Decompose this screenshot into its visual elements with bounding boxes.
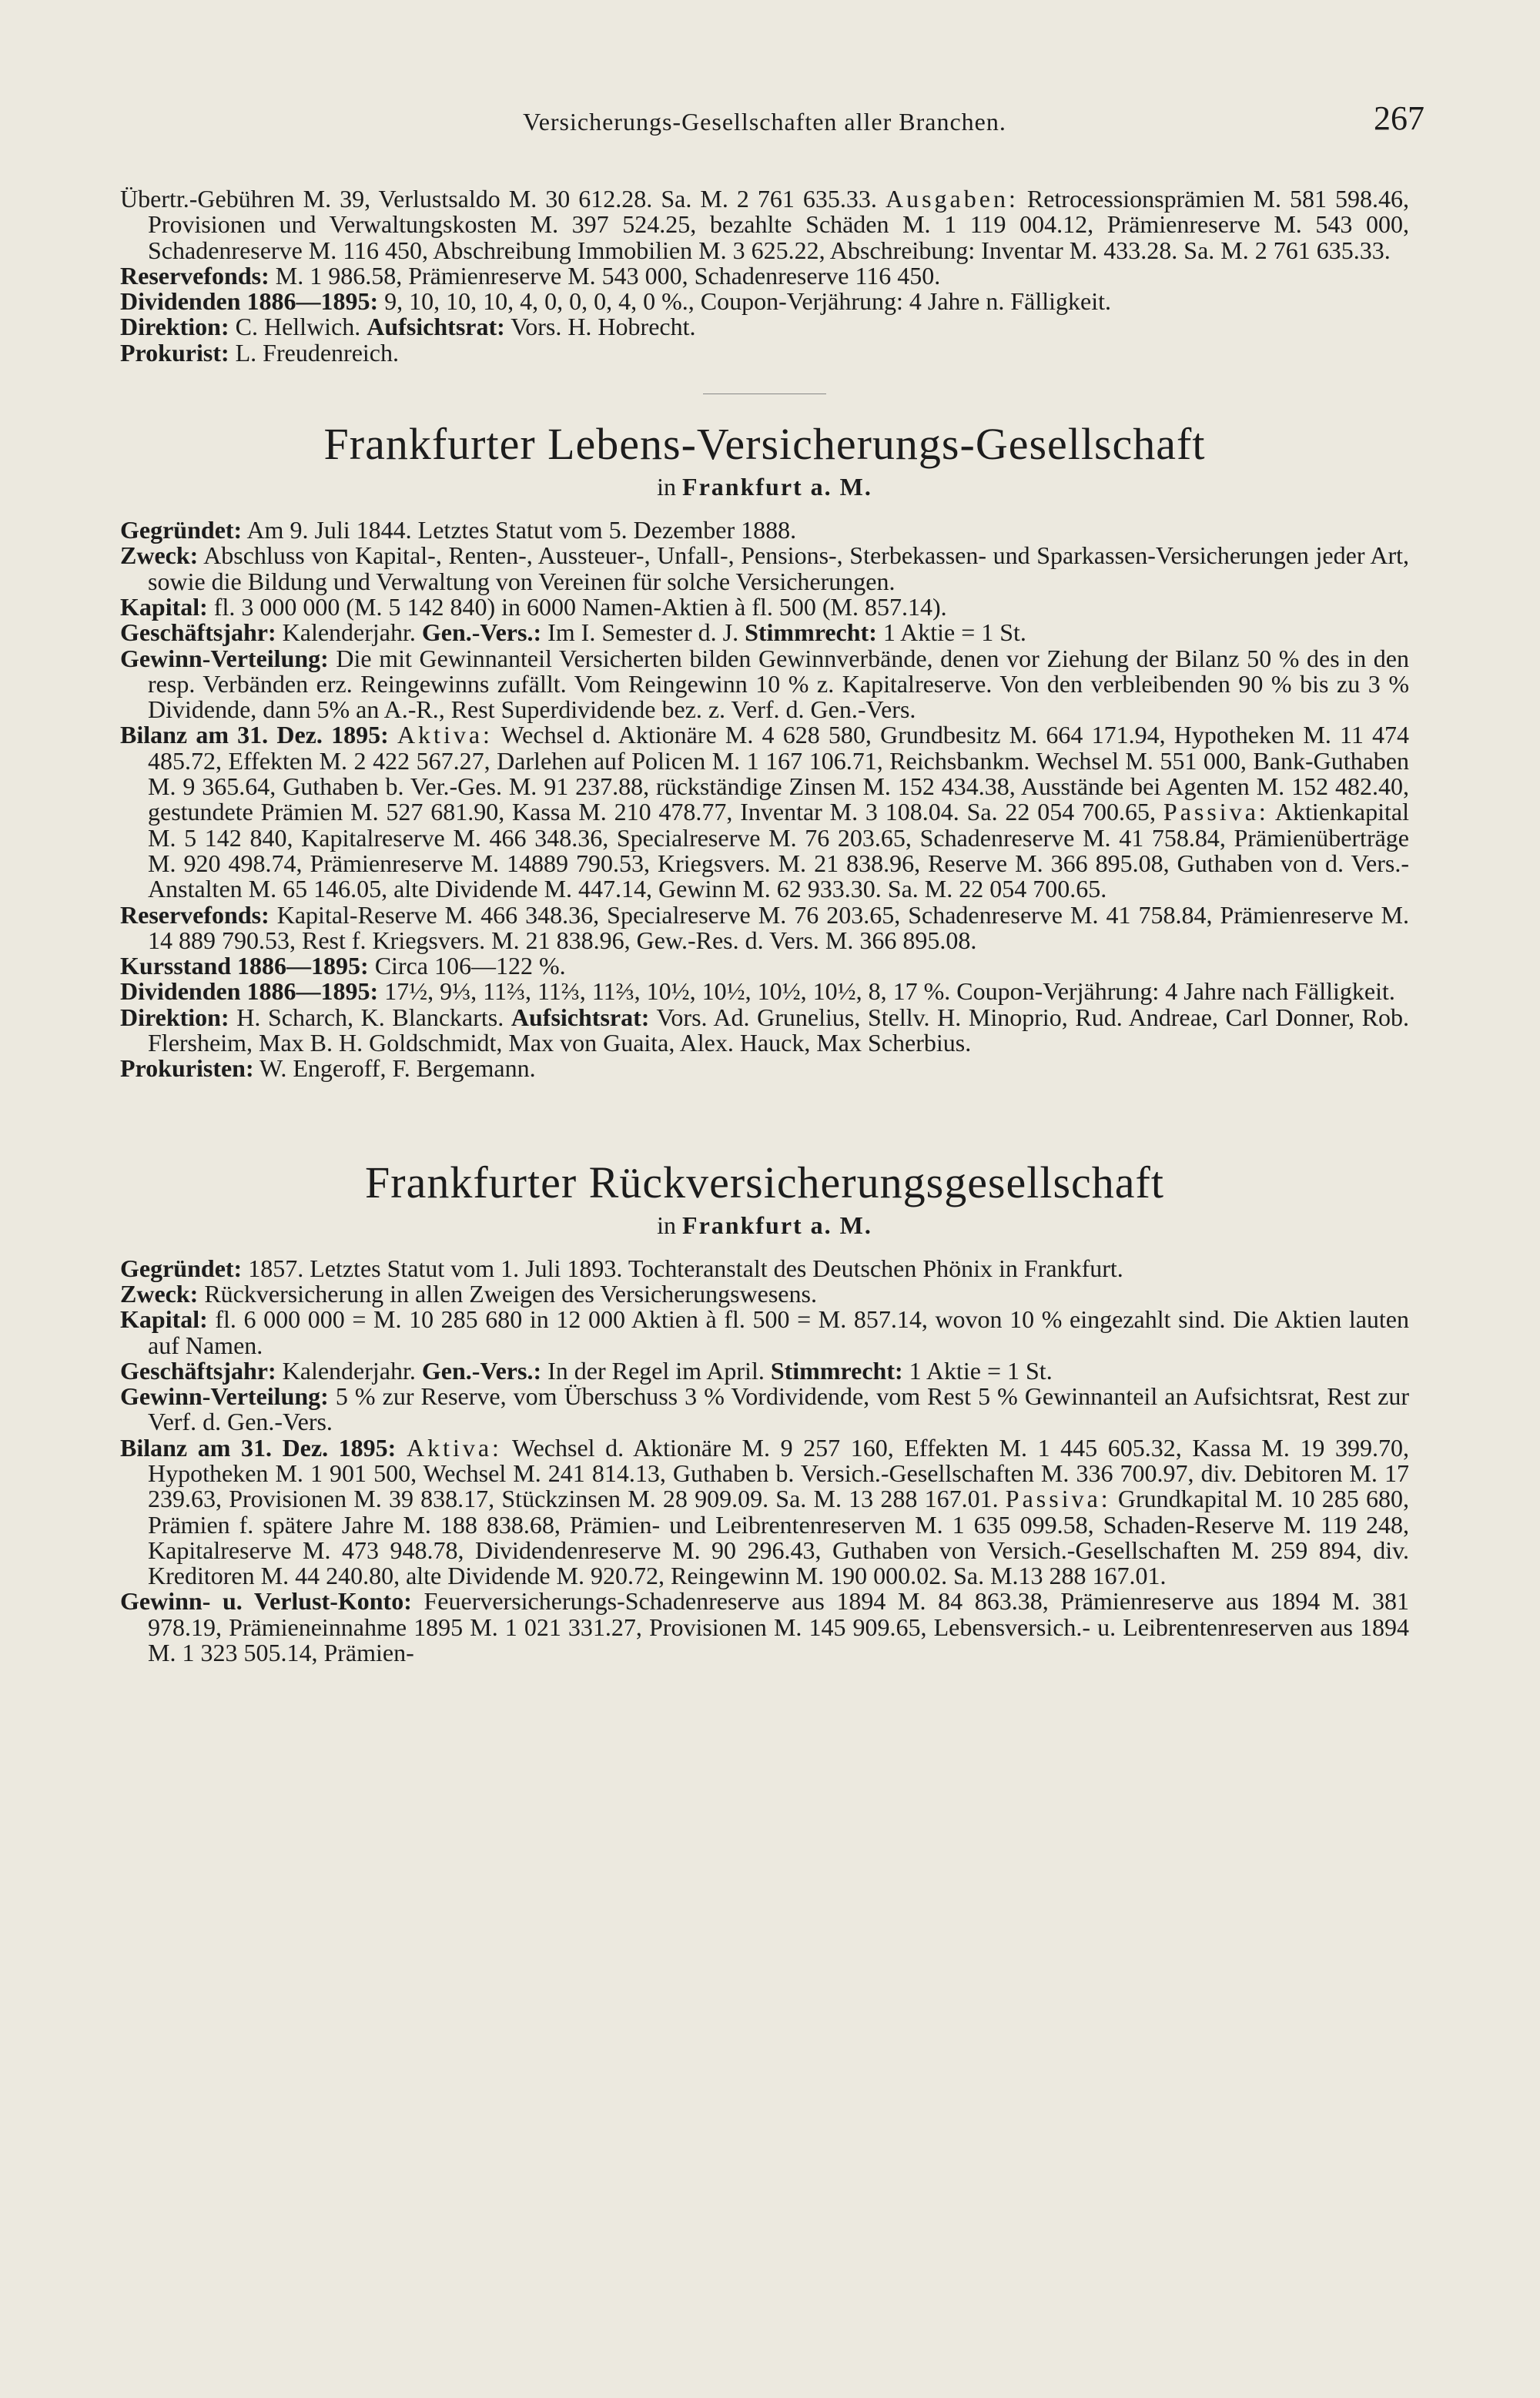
previous-reservefonds: Reservefonds: M. 1 986.58, Prämienreserve M. 543 000, Schadenreserve 116 450. xyxy=(120,261,941,290)
company-title: Frankfurter Rückversicherungsgesellschaft xyxy=(365,1157,1164,1207)
company-title: Frankfurter Lebens-Versicherungs-Gesellschaft xyxy=(323,419,1206,470)
previous-accounts: Übertr.-Gebühren M. 39, Verlustsaldo M. 30 612.28. Sa. M. 2 761 635.33. Ausgaben: Retrocessionsprämien M. 581 598.46, Provisionen und Verwaltungskosten M. 397 524.25, bezahlte Schäden M. 1 119 004.12, Prämienreserve M. 543 000, Schadenreserve M. 116 450, Abschreibung Immobilien M. 3 625.22, Abschreibung: Inventar M. 433.28. Sa. M. 2 761 635.33. xyxy=(120,185,1410,264)
running-title: Versicherungs-Gesellschaften aller Branchen. xyxy=(523,108,1006,136)
running-head xyxy=(120,99,1424,152)
zweck: Zweck: Abschluss von Kapital-, Renten-, Aussteuer-, Unfall-, Pensions-, Sterbekassen- und Sparkassen-Versicherungen jeder Art, sowie die Bildung und Verwaltung von Vereinen für solche Versicherungen. xyxy=(120,541,1409,595)
company-location: in Frankfurt a. M. xyxy=(657,473,872,501)
prokuristen: Prokuristen: W. Engeroff, F. Bergemann. xyxy=(120,1054,536,1083)
section-spacer xyxy=(120,1082,1409,1156)
kursstand: Kursstand 1886—1895: Circa 106—122 %. xyxy=(120,952,566,980)
dividenden: Dividenden 1886—1895: 17½, 9⅓, 11⅔, 11⅔, 11⅔, 10½, 10½, 10½, 10½, 8, 17 %. Coupon-Verjährung: 4 Jahre nach Fälligkeit. xyxy=(120,977,1395,1006)
gewinn-verteilung: Gewinn-Verteilung: Die mit Gewinnanteil Versicherten bilden Gewinnverbände, denen vor Ziehung der Bilanz 50 % des in den resp. Verbänden erz. Reingewinns zufällt. Vom Reingewinn 10 % z. Kapitalreserve. Von den verbleibenden 90 % bis zu 3 % Dividende, dann 5% an A.-R., Rest Superdividende bez. z. Verf. d. Gen.-Vers. xyxy=(120,644,1409,724)
gegruendet: Gegründet: Am 9. Juli 1844. Letztes Statut vom 5. Dezember 1888. xyxy=(120,516,797,544)
kapital: Kapital: fl. 3 000 000 (M. 5 142 840) in 6000 Namen-Aktien à fl. 500 (M. 857.14). xyxy=(120,592,947,621)
previous-entry xyxy=(120,186,1409,366)
gewinn-verteilung: Gewinn-Verteilung: 5 % zur Reserve, vom Überschuss 3 % Vordividende, vom Rest 5 % Gewinnanteil an Aufsichtsrat, Rest zur Verf. d. Gen.-Vers. xyxy=(120,1382,1409,1436)
gewinn-verlust-konto: Gewinn- u. Verlust-Konto: Feuerversicherungs-Schadenreserve aus 1894 M. 84 863.38, Prämienreserve aus 1894 M. 381 978.19, Prämieneinnahme 1895 M. 1 021 331.27, Provisionen M. 145 909.65, Lebensversich.- u. Leibrentenreserven aus 1894 M. 1 323 505.14, Prämien- xyxy=(120,1587,1410,1667)
previous-prokurist: Prokurist: L. Freudenreich. xyxy=(120,338,399,367)
previous-dividenden: Dividenden 1886—1895: 9, 10, 10, 10, 4, 0, 0, 0, 4, 0 %., Coupon-Verjährung: 4 Jahre n. Fälligkeit. xyxy=(120,287,1112,316)
previous-direktion: Direktion: C. Hellwich. Aufsichtsrat: Vors. H. Hobrecht. xyxy=(120,313,696,341)
kapital: Kapital: fl. 6 000 000 = M. 10 285 680 in 12 000 Aktien à fl. 500 = M. 857.14, wovon 10 % eingezahlt sind. Die Aktien lauten auf Namen. xyxy=(120,1305,1409,1359)
geschaeftsjahr: Geschäftsjahr: Kalenderjahr. Gen.-Vers.: Im I. Semester d. J. Stimmrecht: 1 Aktie = 1 St. xyxy=(120,618,1026,647)
company-location: in Frankfurt a. M. xyxy=(657,1211,872,1239)
company-entry-rueck xyxy=(120,1156,1409,1666)
direktion: Direktion: H. Scharch, K. Blanckarts. Aufsichtsrat: Vors. Ad. Grunelius, Stellv. H. Minoprio, Rud. Andreae, Carl Donner, Rob. Flersheim, Max B. H. Goldschmidt, Max von Guaita, Alex. Hauck, Max Scherbius. xyxy=(120,1003,1410,1057)
page-number: 267 xyxy=(1374,99,1424,137)
bilanz: Bilanz am 31. Dez. 1895: Aktiva: Wechsel d. Aktionäre M. 4 628 580, Grundbesitz M. 664 171.94, Hypotheken M. 11 474 485.72, Effekten M. 2 422 567.27, Darlehen auf Policen M. 1 167 106.71, Reichsbankm. Wechsel M. 551 000, Bank-Guthaben M. 9 365.64, Guthaben b. Ver.-Ges. M. 91 237.88, rückständige Zinsen M. 152 434.38, Ausstände bei Agenten M. 152 482.40, gestundete Prämien M. 527 681.90, Kassa M. 210 478.77, Inventar M. 3 108.04. Sa. 22 054 700.65, Passiva: Aktienkapital M. 5 142 840, Kapitalreserve M. 466 348.36, Specialreserve M. 76 203.65, Schadenreserve M. 41 758.84, Prämienüberträge M. 920 498.74, Prämienreserve M. 14889 790.53, Kriegsvers. M. 21 838.96, Reserve M. 366 895.08, Guthaben von d. Vers.-Anstalten M. 65 146.05, alte Dividende M. 447.14, Gewinn M. 62 933.30. Sa. M. 22 054 700.65. xyxy=(120,721,1410,903)
zweck: Zweck: Rückversicherung in allen Zweigen des Versicherungswesens. xyxy=(120,1279,817,1308)
company-entry-lebens xyxy=(120,417,1409,1082)
geschaeftsjahr: Geschäftsjahr: Kalenderjahr. Gen.-Vers.: In der Regel im April. Stimmrecht: 1 Aktie = 1 St. xyxy=(120,1356,1053,1385)
reservefonds: Reservefonds: Kapital-Reserve M. 466 348.36, Specialreserve M. 76 203.65, Schadenreserve M. 41 758.84, Prämienreserve M. 14 889 790.53, Rest f. Kriegsvers. M. 21 838.96, Gew.-Res. d. Vers. M. 366 895.08. xyxy=(120,900,1409,954)
bilanz: Bilanz am 31. Dez. 1895: Aktiva: Wechsel d. Aktionäre M. 9 257 160, Effekten M. 1 445 605.32, Kassa M. 19 399.70, Hypotheken M. 1 901 500, Wechsel M. 241 814.13, Guthaben b. Versich.-Gesellschaften M. 336 700.97, div. Debitoren M. 17 239.63, Provisionen M. 39 838.17, Stückzinsen M. 28 909.09. Sa. M. 13 288 167.01. Passiva: Grundkapital M. 10 285 680, Prämien f. spätere Jahre M. 188 838.68, Prämien- und Leibrentenreserven M. 1 635 099.58, Schaden-Reserve M. 119 248, Kapitalreserve M. 473 948.78, Dividendenreserve M. 90 296.43, Guthaben von Versich.-Gesellschaften M. 259 894, div. Kreditoren M. 44 240.80, alte Dividende M. 920.72, Reingewinn M. 190 000.02. Sa. M.13 288 167.01. xyxy=(120,1433,1410,1590)
gegruendet: Gegründet: 1857. Letztes Statut vom 1. Juli 1893. Tochteranstalt des Deutschen Phönix in Frankfurt. xyxy=(120,1254,1123,1282)
